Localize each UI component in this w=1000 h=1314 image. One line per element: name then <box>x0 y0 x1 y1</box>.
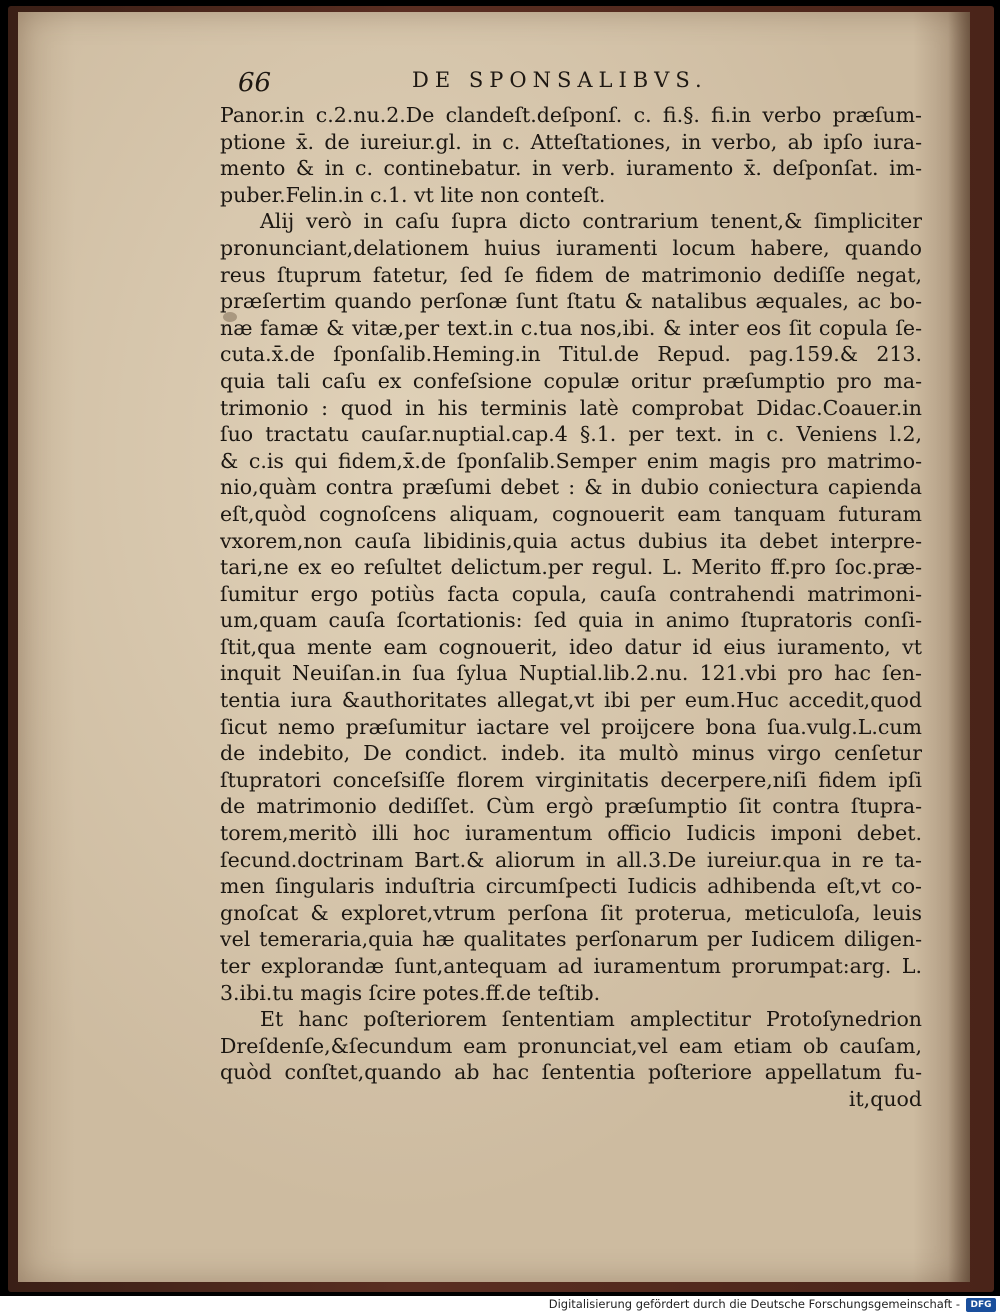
text-line: trimonio : quod in his terminis latè comprobat Didac.Coauer.in <box>220 395 922 420</box>
text-line: Alij verò in caſu ſupra dicto contrarium tenent,& ſimpliciter <box>260 209 922 234</box>
page-number: 66 <box>238 68 272 98</box>
text-line: ter explorandæ ſunt,antequam ad iuramentum prorumpat:arg. L. <box>220 954 922 978</box>
text-line: ſumitur ergo potiùs facta copula, cauſa contrahendi matrimoni- <box>220 581 922 606</box>
text-line: nio,quàm contra præſumi debet : & in dubio coniectura capienda <box>220 475 922 500</box>
text-line: men ſingularis induſtria circumſpecti Iudicis adhibenda eſt,vt co- <box>220 874 922 899</box>
text-line: ſtupratori conceſsiſſe florem virginitatis decerpere,niſi fidem ipſi <box>220 767 922 792</box>
text-line: gnoſcat & exploret,vtrum perſona ſit proterua, meticuloſa, leuis <box>220 900 922 925</box>
text-line: ptione x̄. de iureiur.gl. in c. Atteſtationes, in verbo, ab ipſo iura- <box>220 129 922 154</box>
page-header <box>220 64 940 104</box>
text-line: ſecund.doctrinam Bart.& aliorum in all.3.De iureiur.qua in re ta- <box>220 847 922 872</box>
catchword-line: it,quod <box>848 1086 922 1111</box>
text-line: quòd conſtet,quando ab hac ſententia poſteriore appellatum fu- <box>220 1060 922 1085</box>
text-line: tentia iura &authoritates allegat,vt ibi per eum.Huc accedit,quod <box>220 688 922 713</box>
text-line: quia tali caſu ex confeſsione copulæ oritur præſumptio pro ma- <box>220 368 922 393</box>
text-line: Panor.in c.2.nu.2.De clandeſt.deſponſ. c. fi.§. fi.in verbo præſum- <box>220 103 922 127</box>
text-line: Et hanc poſteriorem ſententiam amplectitur Protoſynedrion <box>260 1007 922 1032</box>
body-text <box>220 102 922 1113</box>
text-line: & c.is qui fidem,x̄.de ſponſalib.Semper enim magis pro matrimo- <box>220 448 922 473</box>
running-head: DE SPONSALIBVS. <box>412 68 708 92</box>
text-line: Dreſdenſe,&ſecundum eam pronunciat,vel eam etiam ob cauſam, <box>220 1033 922 1058</box>
text-line: um,quam cauſa ſcortationis: ſed quia in animo ſtupratoris conſi- <box>220 608 922 633</box>
text-line: næ famæ & vitæ,per text.in c.tua nos,ibi. & inter eos ſit copula ſe- <box>220 315 922 340</box>
text-line: puber.Felin.in c.1. vt lite non conteſt. <box>220 182 606 207</box>
text-line: ſicut nemo præſumitur iactare vel proijcere bona ſua.vulg.L.cum <box>220 714 922 739</box>
spine-shadow <box>948 12 970 1282</box>
text-line: vel temeraria,quia hæ qualitates perſonarum per Iudicem diligen- <box>220 927 922 952</box>
text-line: præſertim quando perſonæ ſunt ſtatu & natalibus æquales, ac bo- <box>220 289 922 314</box>
text-line: cuta.x̄.de ſponſalib.Heming.in Titul.de Repud. pag.159.& 213. <box>220 342 922 367</box>
text-line: pronunciant,delationem huius iuramenti locum habere, quando <box>220 235 922 260</box>
text-line: torem,meritò illi hoc iuramentum officio Iudicis imponi debet. <box>220 821 922 846</box>
text-line: ſuo tractatu cauſar.nuptial.cap.4 §.1. per text. in c. Veniens l.2, <box>220 422 922 447</box>
text-line: vxorem,non cauſa libidinis,quia actus dubius ita debet interpre- <box>220 528 922 553</box>
text-line: mento & in c. continebatur. in verb. iuramento x̄. deſponſat. im- <box>220 156 922 181</box>
text-line: 3.ibi.tu magis ſcire potes.ff.de teſtib. <box>220 980 601 1005</box>
dfg-logo: DFG <box>966 1298 996 1312</box>
text-line: ſtit,qua mente eam cognouerit, ideo datur id eius iuramento, vt <box>220 634 922 659</box>
digitization-footer <box>0 1296 1000 1314</box>
text-line: reus ſtuprum fatetur, ſed ſe fidem de matrimonio dediſſe negat, <box>220 262 922 287</box>
footer-credit: Digitalisierung gefördert durch die Deutsche Forschungsgemeinschaft - <box>548 1297 960 1311</box>
text-line: de matrimonio dediſſet. Cùm ergò præſumptio ſit contra ſtupra- <box>220 794 922 819</box>
text-line: inquit Neuiſan.in ſua ſylua Nuptial.lib.2.nu. 121.vbi pro hac ſen- <box>220 661 922 686</box>
text-line: tari,ne ex eo reſultet delictum.per regul. L. Merito ff.pro ſoc.præ- <box>220 555 922 580</box>
text-line: eſt,quòd cognoſcens aliquam, cognouerit eam tanquam futuram <box>220 501 922 526</box>
text-line: de indebito, De condict. indeb. ita multò minus virgo cenſetur <box>220 741 922 766</box>
